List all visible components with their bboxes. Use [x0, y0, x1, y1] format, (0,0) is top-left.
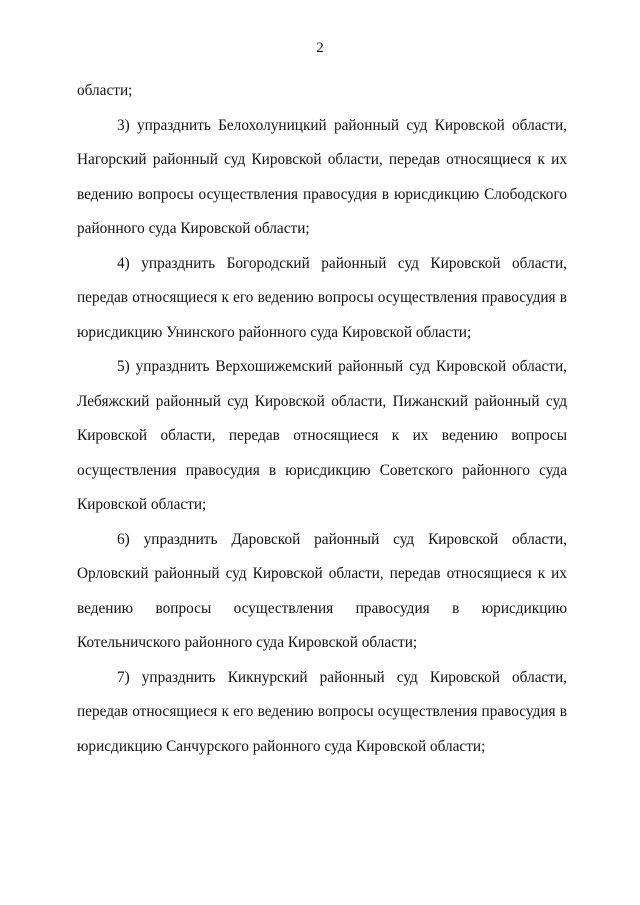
paragraph-item-7: 7) упразднить Кикнурский районный суд Кировской области, передав относящиеся к его ведению вопросы осуществления правосудия в юрисдикцию Санчурского районного суда Кировской области;: [77, 668, 567, 755]
document-body: [77, 74, 567, 764]
page-number: 2: [316, 40, 324, 56]
paragraph-continuation: области;: [77, 82, 133, 99]
paragraph-item-3: 3) упразднить Белохолуницкий районный суд Кировской области, Нагорский районный суд Кировской области, передав относящиеся к их ведению вопросы осуществления правосудия в юрисдикцию Слободского районного суда Кировской области;: [77, 116, 567, 237]
paragraph-item-5: 5) упразднить Верхошижемский районный суд Кировской области, Лебяжский районный суд Кировской области, Пижанский районный суд Кировской области, передав относящиеся к их ведению вопросы осуществления правосудия в юрисдикцию Советского районного суда Кировской области;: [77, 358, 567, 513]
paragraph-item-6: 6) упразднить Даровской районный суд Кировской области, Орловский районный суд Кировской области, передав относящиеся к их ведению вопросы осуществления правосудия в юрисдикцию Котельничского районного суда Кировской области;: [77, 530, 567, 651]
paragraph-item-4: 4) упразднить Богородский районный суд Кировской области, передав относящиеся к его ведению вопросы осуществления правосудия в юрисдикцию Унинского районного суда Кировской области;: [77, 254, 567, 341]
